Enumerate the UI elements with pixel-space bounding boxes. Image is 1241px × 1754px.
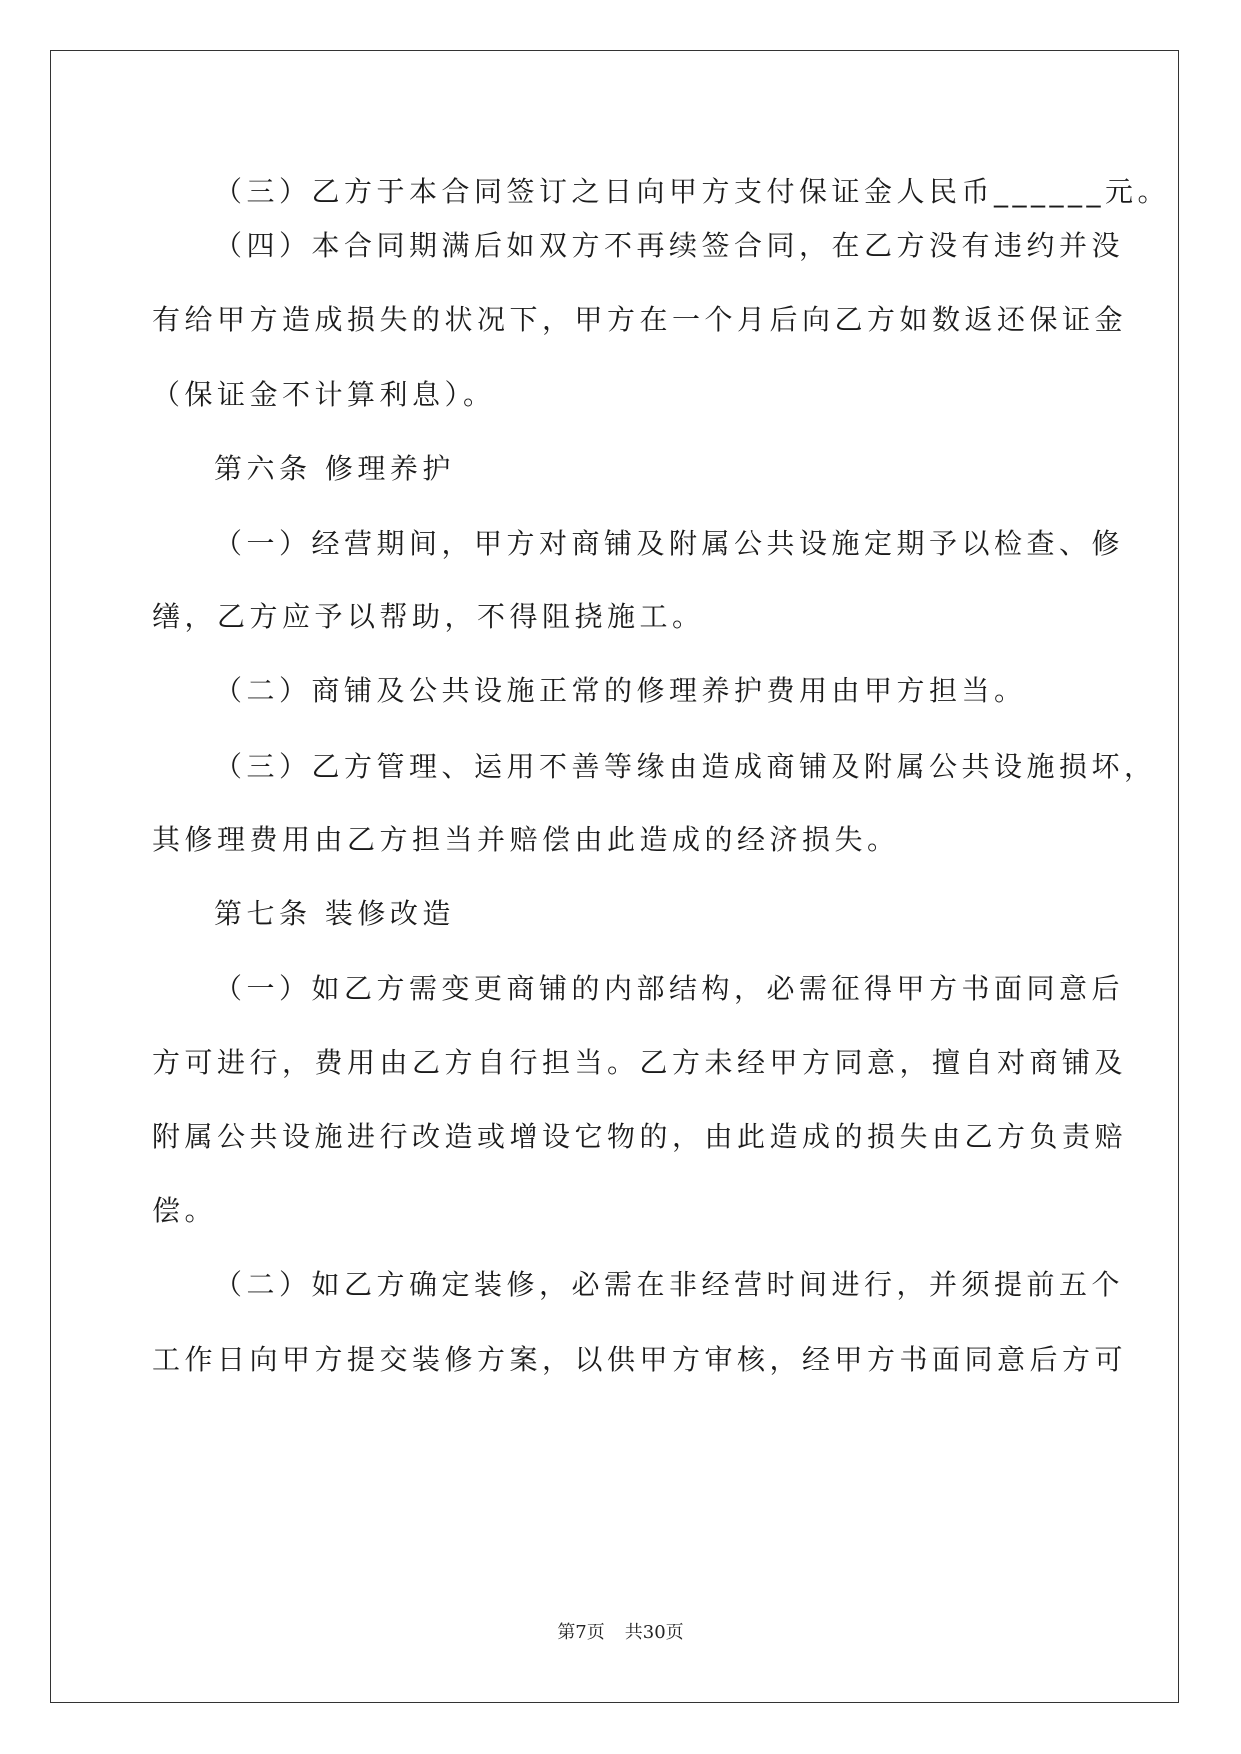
text-line-8: （二）商铺及公共设施正常的修理养护费用由甲方担当。 bbox=[214, 674, 1027, 707]
text-line-9: （三）乙方管理、运用不善等缘由造成商铺及附属公共设施损坏， bbox=[214, 750, 1157, 783]
text-line-2: （四）本合同期满后如双方不再续签合同，在乙方没有违约并没 bbox=[214, 229, 1125, 262]
section-heading-7: 第七条 装修改造 bbox=[214, 897, 455, 930]
text-line-16: （二）如乙方确定装修，必需在非经营时间进行，并须提前五个 bbox=[214, 1268, 1125, 1301]
text-line-6: （一）经营期间，甲方对商铺及附属公共设施定期予以检查、修 bbox=[214, 527, 1125, 560]
text-line-12: （一）如乙方需变更商铺的内部结构，必需征得甲方书面同意后 bbox=[214, 972, 1125, 1005]
text-line-3: 有给甲方造成损失的状况下，甲方在一个月后向乙方如数返还保证金 bbox=[152, 303, 1128, 336]
text-line-14: 附属公共设施进行改造或增设它物的，由此造成的损失由乙方负责赔 bbox=[152, 1120, 1128, 1153]
page-number-current: 第7页 bbox=[557, 1622, 605, 1643]
section-heading-6: 第六条 修理养护 bbox=[214, 452, 455, 485]
page-border bbox=[50, 50, 1179, 1703]
text-line-13: 方可进行，费用由乙方自行担当。乙方未经甲方同意，擅自对商铺及 bbox=[152, 1046, 1128, 1079]
text-line-7: 缮，乙方应予以帮助，不得阻挠施工。 bbox=[152, 600, 705, 633]
page-number-total: 共30页 bbox=[624, 1622, 684, 1643]
text-line-15: 偿。 bbox=[152, 1194, 218, 1227]
text-line-17: 工作日向甲方提交装修方案，以供甲方审核，经甲方书面同意后方可 bbox=[152, 1343, 1128, 1376]
text-line-4: （保证金不计算利息）。 bbox=[152, 378, 496, 411]
text-line-10: 其修理费用由乙方担当并赔偿由此造成的经济损失。 bbox=[152, 823, 900, 856]
text-line-1: （三）乙方于本合同签订之日向甲方支付保证金人民币______元。 bbox=[214, 175, 1171, 208]
page-footer bbox=[0, 1622, 1241, 1644]
